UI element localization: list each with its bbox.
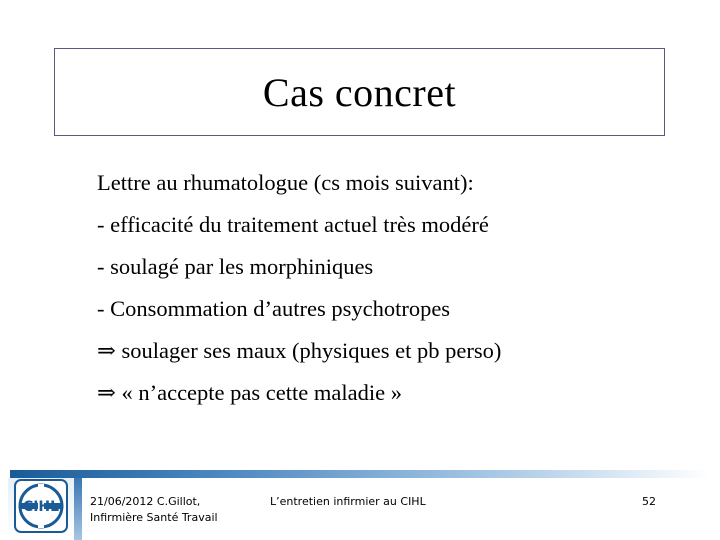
footer <box>0 470 720 540</box>
body-line-intro: Lettre au rhumatologue (cs mois suivant): <box>97 170 474 195</box>
page-number: 52 <box>642 495 656 508</box>
body-line-implication-2: ⇒ « n’accepte pas cette maladie » <box>97 380 402 405</box>
slide-title: Cas concret <box>262 69 457 115</box>
title-box <box>54 48 665 136</box>
footer-date-author: 21/06/2012 C.Gillot, <box>90 495 201 508</box>
body-line-bullet-2: - soulagé par les morphiniques <box>97 254 374 279</box>
cihl-logo-icon <box>11 476 71 536</box>
footer-center-text: L’entretien infirmier au CIHL <box>270 495 426 508</box>
body-line-bullet-3: - Consommation d’autres psychotropes <box>97 296 451 321</box>
footer-gradient-bar <box>10 470 710 478</box>
slide-body <box>97 162 697 414</box>
footer-role: Infirmière Santé Travail <box>90 511 218 524</box>
logo-side-bar <box>74 478 82 540</box>
logo-text: CIHL <box>22 499 60 515</box>
body-line-implication-1: ⇒ soulager ses maux (physiques et pb perso) <box>97 338 502 363</box>
body-line-bullet-1: - efficacité du traitement actuel très modéré <box>97 212 489 237</box>
